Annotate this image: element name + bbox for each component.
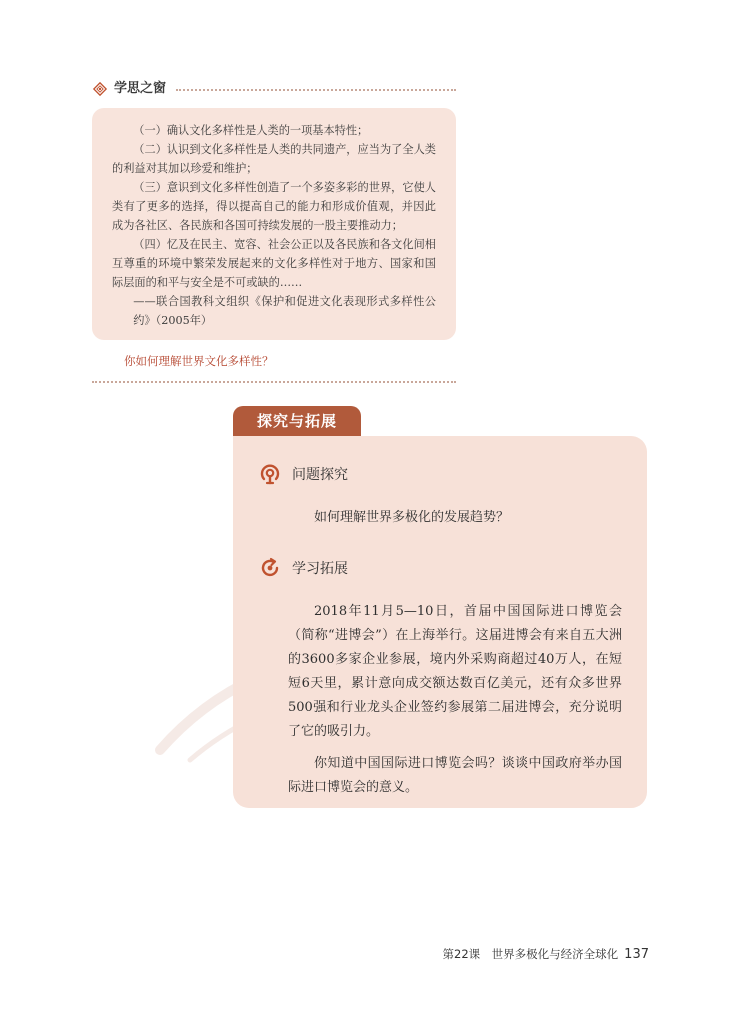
page-footer <box>443 946 649 962</box>
inquiry-question: 如何理解世界多极化的发展趋势？ <box>314 510 510 525</box>
quote-content <box>112 121 436 330</box>
broadcast-icon <box>258 462 282 486</box>
reflection-question: 你如何理解世界文化多样性？ <box>124 354 274 368</box>
quote-item: （一）确认文化多样性是人类的一项基本特性； <box>133 124 369 137</box>
explore-box <box>233 436 647 808</box>
extension-paragraph: 2018年11月5—10日，首届中国国际进口博览会（简称“进博会”）在上海举行。这届进博会有来自五大洲的3600多家企业参展，境内外采购商超过40万人，在短短6天里，累计意向成交额达数百亿美元，还有众多世界500强和行业龙头企业签约参展第二届进博会，充分说明了它的吸引力。 <box>288 604 622 739</box>
extension-question: 你知道中国国际进口博览会吗？谈谈中国政府举办国际进口博览会的意义。 <box>288 756 622 795</box>
extension-text <box>288 600 622 800</box>
dotted-divider <box>92 381 456 383</box>
refresh-icon <box>258 556 282 580</box>
quote-item: （二）认识到文化多样性是人类的共同遗产，应当为了全人类的利益对其加以珍爱和维护； <box>112 143 436 175</box>
quote-box <box>92 108 456 340</box>
extension-label: 学习拓展 <box>292 561 348 577</box>
window-header <box>92 80 456 100</box>
diamond-pattern-icon <box>92 81 108 97</box>
page-number: 137 <box>624 947 649 962</box>
lesson-title: 第22课 世界多极化与经济全球化 <box>442 947 619 961</box>
explore-tab: 探究与拓展 <box>233 406 361 436</box>
quote-item: （四）忆及在民主、宽容、社会公正以及各民族和各文化间相互尊重的环境中繁荣发展起来的文化多样性对于地方、国家和国际层面的和平与安全是不可或缺的…… <box>112 238 436 289</box>
quote-source: ——联合国教科文组织《保护和促进文化表现形式多样性公约》（2005年） <box>133 295 436 327</box>
dotted-divider <box>176 89 456 91</box>
window-title: 学思之窗 <box>114 81 167 96</box>
inquiry-label: 问题探究 <box>292 467 348 483</box>
inquiry-text <box>288 506 622 530</box>
quote-item: （三）意识到文化多样性创造了一个多姿多彩的世界，它使人类有了更多的选择，得以提高自己的能力和形成价值观，并因此成为各社区、各民族和各国可持续发展的一股主要推动力； <box>112 181 436 232</box>
